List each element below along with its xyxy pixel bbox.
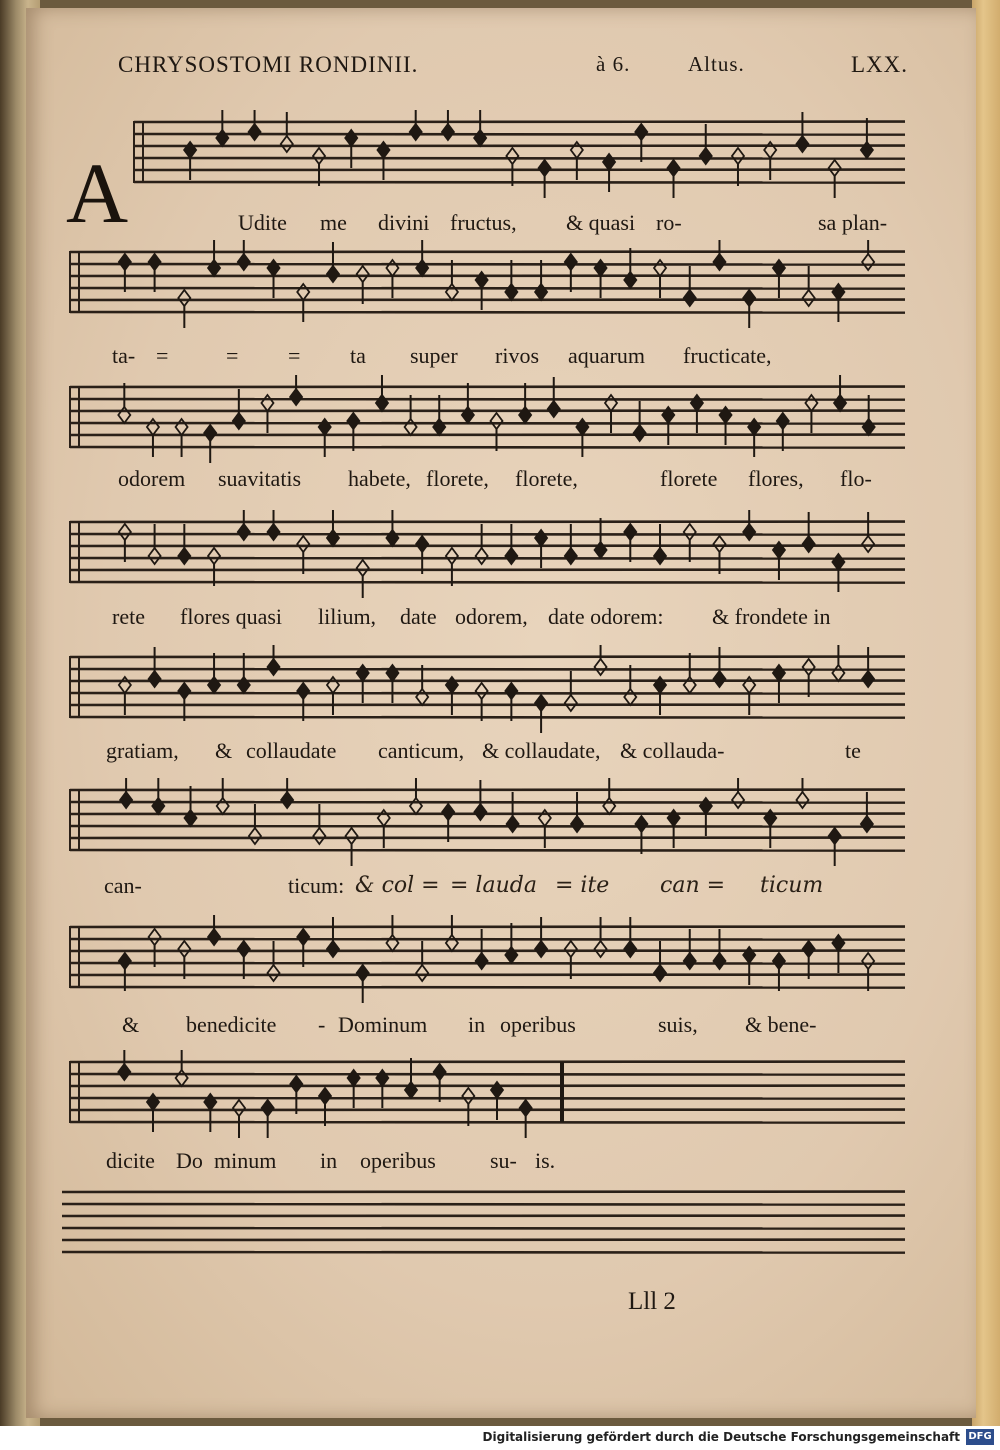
note-head <box>491 1082 503 1098</box>
note-head <box>535 284 547 300</box>
note-head <box>803 290 815 306</box>
note-head <box>185 810 197 826</box>
note-head <box>176 1070 188 1086</box>
lyric-word: gratiam, <box>106 738 179 763</box>
staff-lines <box>0 778 1000 878</box>
note-head <box>595 941 607 957</box>
note-head <box>748 419 760 435</box>
note-head <box>624 689 636 705</box>
lyric-line-3 <box>0 466 1000 496</box>
staff-lines <box>0 240 1000 340</box>
note-head <box>743 290 755 306</box>
lyric-word: & collaudate, <box>482 738 601 763</box>
note-head <box>346 828 358 844</box>
lyric-word: ta <box>350 343 366 368</box>
note-head <box>176 419 188 435</box>
running-header <box>118 52 908 92</box>
note-head <box>357 560 369 576</box>
note-head <box>505 947 517 963</box>
lyric-word: = <box>226 343 239 368</box>
note-head <box>319 1088 331 1104</box>
note-head <box>732 792 744 808</box>
lyric-word: suis, <box>658 1012 698 1037</box>
note-head <box>204 425 216 441</box>
handwritten-lyric: ticum <box>760 873 824 898</box>
note-head <box>347 413 359 429</box>
note-head <box>327 266 339 282</box>
note-head <box>700 798 712 814</box>
note-head <box>635 124 647 140</box>
note-head <box>595 542 607 558</box>
note-head <box>654 965 666 981</box>
note-head <box>862 671 874 687</box>
note-head <box>357 965 369 981</box>
note-head <box>654 260 666 276</box>
note-head <box>603 798 615 814</box>
note-head <box>184 142 196 158</box>
note-head <box>297 929 309 945</box>
lyric-word: me <box>320 210 347 235</box>
note-head <box>178 941 190 957</box>
note-head <box>313 148 325 164</box>
note-head <box>327 677 339 693</box>
note-head <box>624 272 636 288</box>
handwritten-lyric: & col = <box>355 873 440 898</box>
handwritten-lyric: = ite <box>555 873 610 898</box>
note-head <box>668 160 680 176</box>
note-head <box>476 683 488 699</box>
note-head <box>386 260 398 276</box>
lyric-word: in <box>320 1148 338 1173</box>
lyric-word: lilium, <box>318 604 377 629</box>
note-head <box>446 677 458 693</box>
note-head <box>405 419 417 435</box>
note-head <box>535 530 547 546</box>
note-head <box>474 130 486 146</box>
note-head <box>238 254 250 270</box>
lyric-word: is. <box>535 1148 556 1173</box>
note-head <box>805 395 817 411</box>
note-head <box>433 419 445 435</box>
note-head <box>386 530 398 546</box>
lyric-word: sa plan- <box>818 210 888 235</box>
note-head <box>416 260 428 276</box>
note-head <box>476 953 488 969</box>
note-head <box>118 407 130 423</box>
note-head <box>208 677 220 693</box>
lyric-word: rivos <box>495 343 539 368</box>
note-head <box>684 953 696 969</box>
note-head <box>654 677 666 693</box>
lyric-word: ta- <box>112 343 136 368</box>
part-name: Altus. <box>688 52 745 76</box>
note-head <box>119 677 131 693</box>
lyric-word: te <box>845 738 861 763</box>
note-head <box>297 683 309 699</box>
staff-lines <box>0 1050 1000 1150</box>
voice-count: à 6. <box>596 52 631 76</box>
lyric-word: flo- <box>840 466 872 491</box>
note-head <box>713 953 725 969</box>
staff-lines <box>0 645 1000 745</box>
note-head <box>268 524 280 540</box>
note-head <box>149 548 161 564</box>
note-head <box>313 828 325 844</box>
note-head <box>796 136 808 152</box>
note-head <box>208 929 220 945</box>
lyric-word: fructus, <box>450 210 517 235</box>
staff-lines <box>0 1180 1000 1280</box>
lyric-word: & frondete in <box>712 604 831 629</box>
note-head <box>281 792 293 808</box>
note-head <box>713 254 725 270</box>
note-head <box>434 1064 446 1080</box>
lyric-word: odorem, <box>455 604 528 629</box>
note-head <box>861 816 873 832</box>
note-head <box>238 524 250 540</box>
note-head <box>713 671 725 687</box>
lyric-word: odorem <box>118 466 186 491</box>
note-head <box>507 816 519 832</box>
lyric-word: operibus <box>500 1012 576 1037</box>
note-head <box>700 148 712 164</box>
digitization-footer <box>0 1426 1000 1450</box>
note-head <box>376 1070 388 1086</box>
note-head <box>327 941 339 957</box>
note-head <box>178 683 190 699</box>
note-head <box>268 659 280 675</box>
lyric-word: aquarum <box>568 343 645 368</box>
folio-number: LXX. <box>850 52 908 77</box>
lyric-word: can- <box>104 873 142 898</box>
note-head <box>268 260 280 276</box>
note-head <box>178 290 190 306</box>
note-head <box>539 160 551 176</box>
lyric-word: = <box>156 343 169 368</box>
note-head <box>357 266 369 282</box>
note-head <box>829 160 841 176</box>
note-head <box>624 524 636 540</box>
note-head <box>319 419 331 435</box>
note-head <box>834 395 846 411</box>
note-head <box>378 810 390 826</box>
note-head <box>684 677 696 693</box>
funding-credit: Digitalisierung gefördert durch die Deutsche Forschungsgemeinschaft <box>482 1430 960 1444</box>
lyric-word: flores quasi <box>180 604 283 629</box>
note-head <box>571 816 583 832</box>
lyric-word: flores, <box>748 466 804 491</box>
note-head <box>416 965 428 981</box>
note-head <box>476 272 488 288</box>
note-head <box>796 792 808 808</box>
lyric-word: florete, <box>515 466 578 491</box>
note-head <box>803 659 815 675</box>
lyric-word: in <box>468 1012 486 1037</box>
note-head <box>565 695 577 711</box>
lyric-word: canticum, <box>378 738 465 763</box>
note-head <box>635 816 647 832</box>
lyric-line-4 <box>0 604 1000 634</box>
note-head <box>691 395 703 411</box>
lyric-word: su- <box>490 1148 517 1173</box>
note-head <box>605 395 617 411</box>
staff-lines <box>0 915 1000 1015</box>
note-head <box>832 284 844 300</box>
note-head <box>743 524 755 540</box>
note-head <box>571 142 583 158</box>
note-head <box>535 941 547 957</box>
note-head <box>773 953 785 969</box>
note-head <box>862 254 874 270</box>
note-head <box>249 124 261 140</box>
lyric-word: & quasi <box>566 210 636 235</box>
note-head <box>535 695 547 711</box>
note-head <box>238 677 250 693</box>
lyric-word: florete, <box>426 466 489 491</box>
handwritten-lyric: can = <box>660 873 726 898</box>
note-head <box>118 1064 130 1080</box>
note-head <box>505 683 517 699</box>
note-head <box>505 284 517 300</box>
note-head <box>565 941 577 957</box>
note-head <box>832 665 844 681</box>
note-head <box>345 130 357 146</box>
lyric-word: fructicate, <box>683 343 772 368</box>
lyric-word: = <box>288 343 301 368</box>
composer-name: CHRYSOSTOMI RONDINII. <box>118 52 419 77</box>
note-head <box>446 548 458 564</box>
note-head <box>216 130 228 146</box>
lyric-word: & collauda- <box>620 738 725 763</box>
note-head <box>863 419 875 435</box>
lyric-word: & bene- <box>745 1012 817 1037</box>
note-head <box>233 413 245 429</box>
lyric-word: - <box>318 1012 326 1037</box>
note-head <box>777 413 789 429</box>
lyric-word: super <box>410 343 458 368</box>
note-head <box>442 124 454 140</box>
lyric-line-1 <box>0 210 1000 240</box>
note-head <box>208 548 220 564</box>
note-head <box>462 1088 474 1104</box>
note-head <box>297 536 309 552</box>
note-head <box>576 419 588 435</box>
note-head <box>297 284 309 300</box>
note-head <box>803 536 815 552</box>
lyric-word: date odorem: <box>548 604 664 629</box>
note-head <box>476 548 488 564</box>
note-head <box>357 665 369 681</box>
note-head <box>233 1100 245 1116</box>
note-head <box>654 548 666 564</box>
note-head <box>565 254 577 270</box>
note-head <box>832 554 844 570</box>
note-head <box>548 401 560 417</box>
lyric-word: ticum: <box>288 873 345 898</box>
lyric-word: florete <box>660 466 718 491</box>
note-head <box>416 689 428 705</box>
note-head <box>595 659 607 675</box>
lyric-line-7 <box>0 1012 1000 1042</box>
note-head <box>519 407 531 423</box>
staff-lines <box>0 110 1000 210</box>
note-head <box>862 536 874 552</box>
lyric-word: & <box>215 738 233 763</box>
note-head <box>668 810 680 826</box>
lyric-line-8 <box>0 1148 1000 1178</box>
note-head <box>442 804 454 820</box>
note-head <box>208 260 220 276</box>
note-head <box>474 804 486 820</box>
note-head <box>149 929 161 945</box>
note-head <box>149 671 161 687</box>
note-head <box>539 810 551 826</box>
note-head <box>147 419 159 435</box>
lyric-line-2 <box>0 343 1000 373</box>
note-head <box>376 395 388 411</box>
staff-lines <box>0 510 1000 610</box>
drop-cap-initial: A <box>66 145 129 241</box>
note-head <box>261 395 273 411</box>
note-head <box>773 260 785 276</box>
final-barline <box>560 1062 564 1122</box>
note-head <box>565 548 577 564</box>
lyric-word: Dominum <box>338 1012 428 1037</box>
note-head <box>386 665 398 681</box>
note-head <box>290 389 302 405</box>
lyric-word: suavitatis <box>218 466 302 491</box>
signature-mark: Lll 2 <box>628 1288 676 1315</box>
note-head <box>268 965 280 981</box>
lyric-word: Udite <box>238 210 287 235</box>
lyric-word: habete, <box>348 466 411 491</box>
note-head <box>634 425 646 441</box>
note-head <box>405 1082 417 1098</box>
note-head <box>119 953 131 969</box>
note-head <box>147 1094 159 1110</box>
note-head <box>416 536 428 552</box>
note-head <box>713 536 725 552</box>
lyric-word: & <box>122 1012 140 1037</box>
note-head <box>327 530 339 546</box>
note-head <box>149 254 161 270</box>
note-head <box>832 935 844 951</box>
note-head <box>773 665 785 681</box>
lyric-word: minum <box>214 1148 277 1173</box>
note-head <box>603 154 615 170</box>
lyric-word: rete <box>112 604 145 629</box>
lyric-word: benedicite <box>186 1012 277 1037</box>
note-head <box>829 828 841 844</box>
note-head <box>624 941 636 957</box>
note-head <box>684 290 696 306</box>
note-head <box>803 941 815 957</box>
note-head <box>178 548 190 564</box>
staff-lines <box>0 375 1000 475</box>
note-head <box>290 1076 302 1092</box>
note-head <box>410 798 422 814</box>
note-head <box>662 407 674 423</box>
note-head <box>204 1094 216 1110</box>
lyric-word: divini <box>378 210 430 235</box>
note-head <box>684 524 696 540</box>
note-head <box>520 1100 532 1116</box>
lyric-line-5 <box>0 738 1000 768</box>
note-head <box>281 136 293 152</box>
lyric-word: date <box>400 604 437 629</box>
lyric-word: collaudate <box>246 738 337 763</box>
lyric-word: dicite <box>106 1148 155 1173</box>
note-head <box>386 935 398 951</box>
note-head <box>119 524 131 540</box>
handwritten-lyric: = lauda <box>450 873 537 898</box>
note-head <box>505 548 517 564</box>
note-head <box>446 935 458 951</box>
note-head <box>249 828 261 844</box>
dfg-logo: DFG <box>966 1429 994 1445</box>
note-head <box>462 407 474 423</box>
lyric-word: Do <box>176 1148 203 1173</box>
note-head <box>506 148 518 164</box>
note-head <box>217 798 229 814</box>
note-head <box>732 148 744 164</box>
note-head <box>446 284 458 300</box>
note-head <box>119 254 131 270</box>
note-head <box>152 798 164 814</box>
lyric-word: ro- <box>656 210 682 235</box>
note-head <box>595 260 607 276</box>
note-head <box>491 413 503 429</box>
lyric-line-6 <box>0 873 1000 903</box>
note-head <box>348 1070 360 1086</box>
note-head <box>410 124 422 140</box>
note-head <box>238 941 250 957</box>
note-head <box>862 953 874 969</box>
note-head <box>120 792 132 808</box>
note-head <box>262 1100 274 1116</box>
lyric-word: operibus <box>360 1148 436 1173</box>
note-head <box>377 142 389 158</box>
